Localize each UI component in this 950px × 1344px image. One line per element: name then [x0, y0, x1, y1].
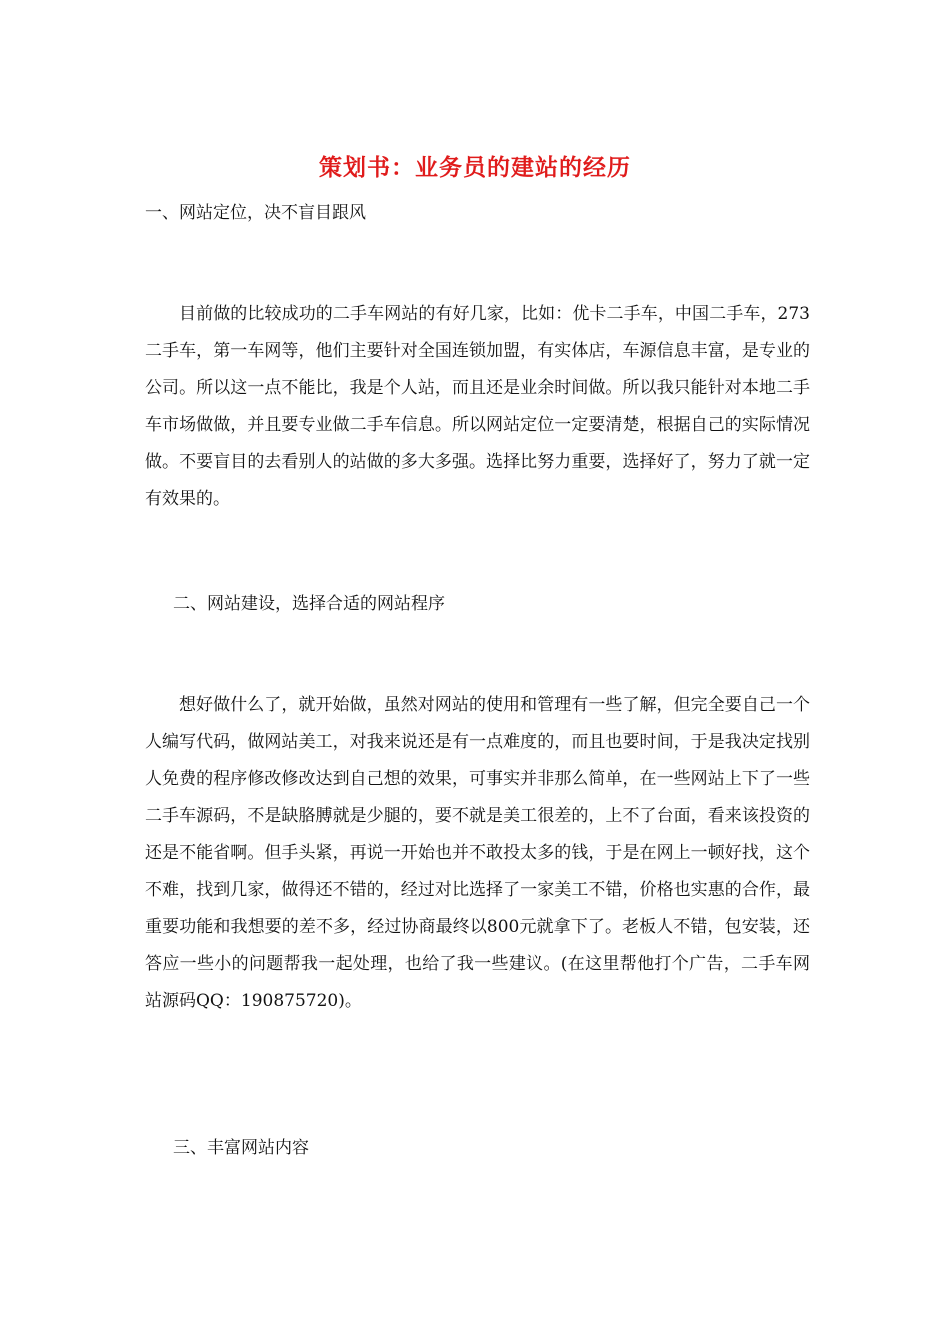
section-heading-2: 二、网站建设，选择合适的网站程序	[173, 594, 445, 614]
section-paragraph-2: 想好做什么了，就开始做，虽然对网站的使用和管理有一些了解，但完全要自己一个人编写代码，做网站美工，对我来说还是有一点难度的，而且也要时间，于是我决定找别人免费的程序修改修改达到自己想的效果，可事实并非那么简单，在一些网站上下了一些二手车源码，不是缺胳膊就是少腿的，要不就是美工很差的，上不了台面，看来该投资的还是不能省啊。但手头紧，再说一开始也并不敢投太多的钱，于是在网上一顿好找，这个不难，找到几家，做得还不错的，经过对比选择了一家美工不错，价格也实惠的合作，最重要功能和我想要的差不多，经过协商最终以800元就拿下了。老板人不错，包安装，还答应一些小的问题帮我一起处理，也给了我一些建议。(在这里帮他打个广告，二手车网站源码QQ：190875720)。	[145, 695, 810, 1011]
section-heading-1: 一、网站定位，决不盲目跟风	[145, 203, 366, 223]
section-heading-3: 三、丰富网站内容	[173, 1138, 309, 1158]
section-paragraph-1: 目前做的比较成功的二手车网站的有好几家，比如：优卡二手车，中国二手车，273二手车，第一车网等，他们主要针对全国连锁加盟，有实体店，车源信息丰富，是专业的公司。所以这一点不能比，我是个人站，而且还是业余时间做。所以我只能针对本地二手车市场做做，并且要专业做二手车信息。所以网站定位一定要清楚，根据自己的实际情况做。不要盲目的去看别人的站做的多大多强。选择比努力重要，选择好了，努力了就一定有效果的。	[145, 304, 810, 509]
document-title: 策划书：业务员的建站的经历	[319, 154, 631, 181]
